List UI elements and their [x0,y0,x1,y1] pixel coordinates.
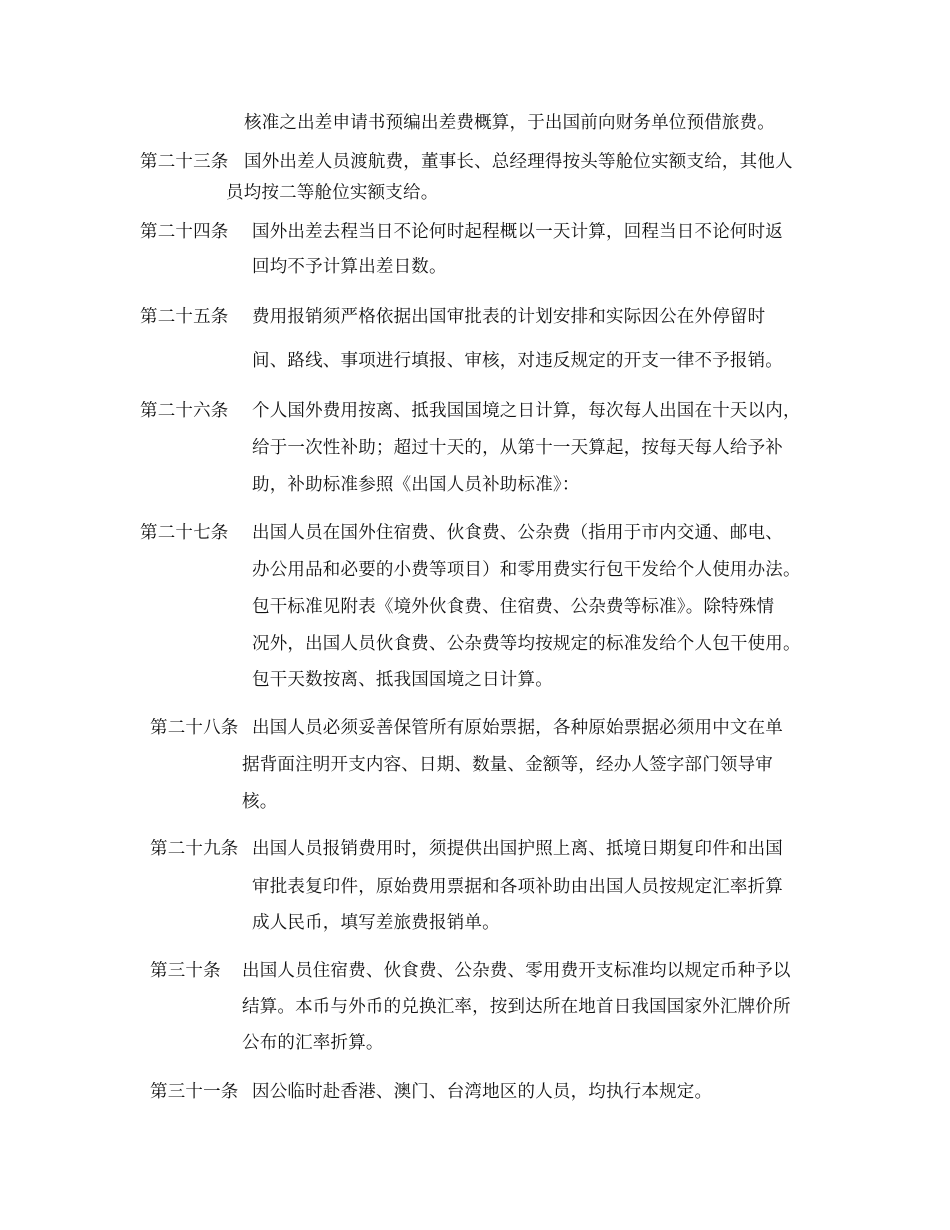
article-text-line: 核。 [242,792,278,812]
article-number: 第三十条 [150,961,221,981]
article-text-line: 员均按二等舱位实额支给。 [226,183,439,203]
article-text-line: 包干天数按离、抵我国国境之日计算。 [252,670,553,690]
article-text-line: 办公用品和必要的小费等项目）和零用费实行包干发给个人使用办法。 [252,560,801,580]
article-number: 第二十八条 [150,718,239,738]
article-text-line: 成人民币，填写差旅费报销单。 [252,913,500,933]
article-number: 第二十四条 [140,222,229,242]
article-text-line: 国外出差去程当日不论何时起程概以一天计算，回程当日不论何时返 [252,222,783,242]
article-text-line: 公布的汇率折算。 [242,1033,384,1053]
article-number: 第二十九条 [150,839,239,859]
article-number: 第二十三条 [140,152,229,172]
article-number: 第三十一条 [150,1082,239,1102]
continuation-line: 核准之出差申请书预编出差费概算，于出国前向财务单位预借旅费。 [244,113,775,133]
article-text-line: 国外出差人员渡航费，董事长、总经理得按头等舱位实额支给，其他人 [244,152,793,172]
article-text-line: 结算。本币与外币的兑换汇率，按到达所在地首日我国国家外汇牌价所 [242,997,791,1017]
article-text-line: 出国人员在国外住宿费、伙食费、公杂费（指用于市内交通、邮电、 [252,523,783,543]
article-text-line: 况外，出国人员伙食费、公杂费等均按规定的标准发给个人包干使用。 [252,634,801,654]
article-text-line: 间、路线、事项进行填报、审核，对违反规定的开支一律不予报销。 [252,351,783,371]
article-text-line: 出国人员必须妥善保管所有原始票据，各种原始票据必须用中文在单 [252,718,783,738]
article-text-line: 回均不予计算出差日数。 [252,257,447,277]
article-number: 第二十七条 [140,523,229,543]
article-text-line: 包干标准见附表《境外伙食费、住宿费、公杂费等标准》。除特殊情 [252,597,775,617]
article-text-line: 据背面注明开支内容、日期、数量、金额等，经办人签字部门领导审 [242,755,773,775]
article-text-line: 给于一次性补助；超过十天的，从第十一天算起，按每天每人给予补 [252,438,783,458]
article-number: 第二十六条 [140,401,229,421]
article-text-line: 出国人员报销费用时，须提供出国护照上离、抵境日期复印件和出国 [252,839,783,859]
article-text-line: 审批表复印件，原始费用票据和各项补助由出国人员按规定汇率折算 [252,877,783,897]
article-text-line: 因公临时赴香港、澳门、台湾地区的人员，均执行本规定。 [252,1082,713,1102]
article-text-line: 费用报销须严格依据出国审批表的计划安排和实际因公在外停留时 [252,307,766,327]
article-text-line: 出国人员住宿费、伙食费、公杂费、零用费开支标准均以规定币种予以 [242,961,791,981]
article-text-line: 个人国外费用按离、抵我国国境之日计算，每次每人出国在十天以内， [252,401,801,421]
article-text-line: 助，补助标准参照《出国人员补助标准》： [252,475,580,495]
article-number: 第二十五条 [140,307,229,327]
